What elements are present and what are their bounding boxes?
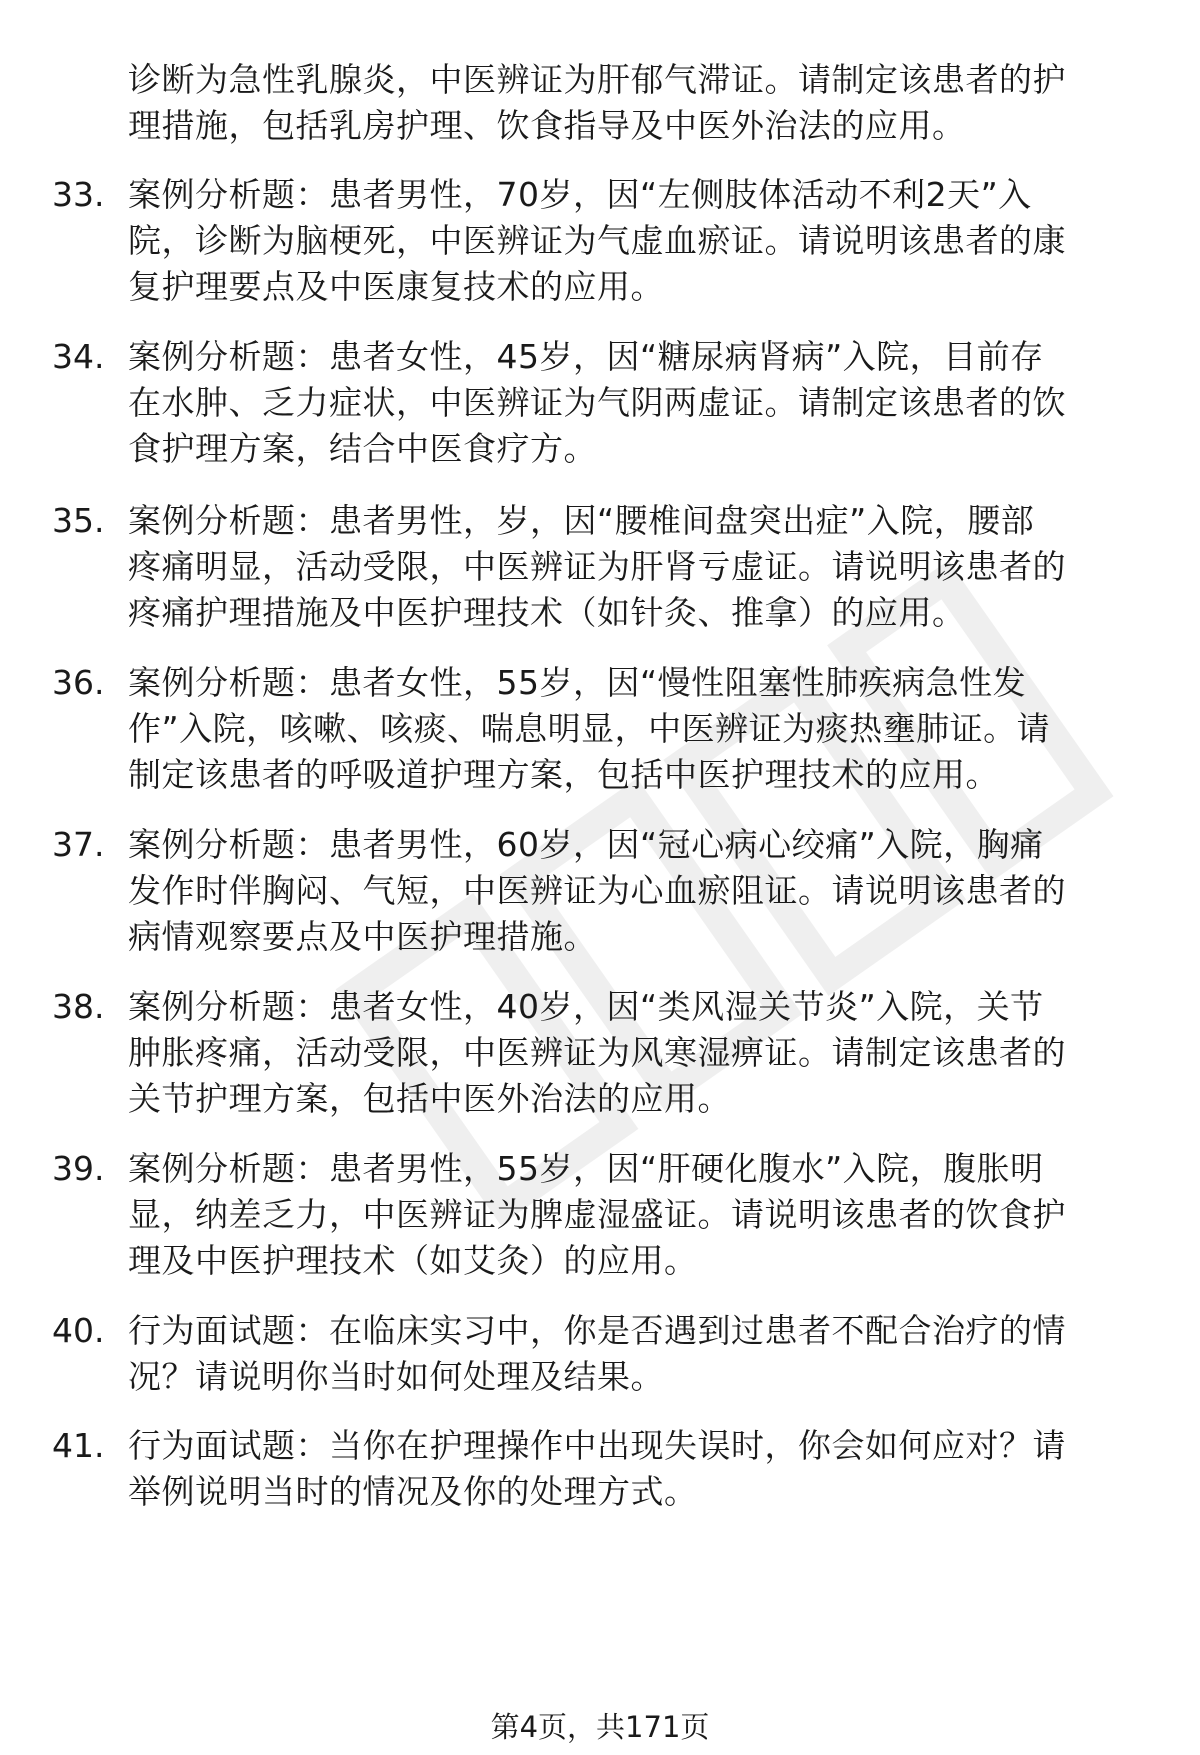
question-line: 显，纳差乏力，中医辨证为脾虚湿盛证。请说明该患者的饮食护: [128, 1195, 1066, 1234]
question-line: 食护理方案，结合中医食疗方。: [128, 429, 597, 468]
question-line: 理及中医护理技术（如艾灸）的应用。: [128, 1241, 698, 1280]
question-line: 制定该患者的呼吸道护理方案，包括中医护理技术的应用。: [128, 755, 999, 794]
question-number: 38.: [52, 987, 105, 1026]
question-line: 病情观察要点及中医护理措施。: [128, 917, 597, 956]
question-line: 举例说明当时的情况及你的处理方式。: [128, 1472, 698, 1511]
question-line: 案例分析题：患者男性，55岁，因“肝硬化腹水”入院，腹胀明: [128, 1149, 1044, 1188]
question-line: 复护理要点及中医康复技术的应用。: [128, 267, 664, 306]
page-number-footer: 第4页，共171页: [490, 1710, 710, 1744]
question-number: 36.: [52, 663, 105, 702]
question-line: 院，诊断为脑梗死，中医辨证为气虚血瘀证。请说明该患者的康: [128, 221, 1066, 260]
question-line: 行为面试题：当你在护理操作中出现失误时，你会如何应对？请: [128, 1426, 1066, 1465]
question-line: 案例分析题：患者男性，60岁，因“冠心病心绞痛”入院，胸痛: [128, 825, 1044, 864]
question-number: 39.: [52, 1149, 105, 1188]
question-line: 发作时伴胸闷、气短，中医辨证为心血瘀阻证。请说明该患者的: [128, 871, 1066, 910]
question-number: 34.: [52, 337, 105, 376]
question-line: 行为面试题：在临床实习中，你是否遇到过患者不配合治疗的情: [128, 1311, 1066, 1350]
question-line: 疼痛明显，活动受限，中医辨证为肝肾亏虚证。请说明该患者的: [128, 547, 1066, 586]
question-line: 案例分析题：患者女性，45岁，因“糖尿病肾病”入院，目前存: [128, 337, 1044, 376]
question-line: 案例分析题：患者女性，55岁，因“慢性阻塞性肺疾病急性发: [128, 663, 1027, 702]
question-line: 疼痛护理措施及中医护理技术（如针灸、推拿）的应用。: [128, 593, 966, 632]
question-line: 案例分析题：患者男性，70岁，因“左侧肢体活动不利2天”入: [128, 175, 1032, 214]
question-line: 理措施，包括乳房护理、饮食指导及中医外治法的应用。: [128, 106, 966, 145]
question-line: 诊断为急性乳腺炎，中医辨证为肝郁气滞证。请制定该患者的护: [128, 60, 1066, 99]
question-number: 40.: [52, 1311, 105, 1350]
question-number: 41.: [52, 1426, 105, 1465]
question-number: 35.: [52, 501, 105, 540]
question-number: 37.: [52, 825, 105, 864]
question-line: 作”入院，咳嗽、咳痰、喘息明显，中医辨证为痰热壅肺证。请: [128, 709, 1051, 748]
question-number: 33.: [52, 175, 105, 214]
question-line: 关节护理方案，包括中医外治法的应用。: [128, 1079, 731, 1118]
question-line: 案例分析题：患者男性，岁，因“腰椎间盘突出症”入院，腰部: [128, 501, 1035, 540]
question-line: 况？请说明你当时如何处理及结果。: [128, 1357, 664, 1396]
question-line: 肿胀疼痛，活动受限，中医辨证为风寒湿痹证。请制定该患者的: [128, 1033, 1066, 1072]
question-line: 案例分析题：患者女性，40岁，因“类风湿关节炎”入院，关节: [128, 987, 1044, 1026]
question-line: 在水肿、乏力症状，中医辨证为气阴两虚证。请制定该患者的饮: [128, 383, 1066, 422]
